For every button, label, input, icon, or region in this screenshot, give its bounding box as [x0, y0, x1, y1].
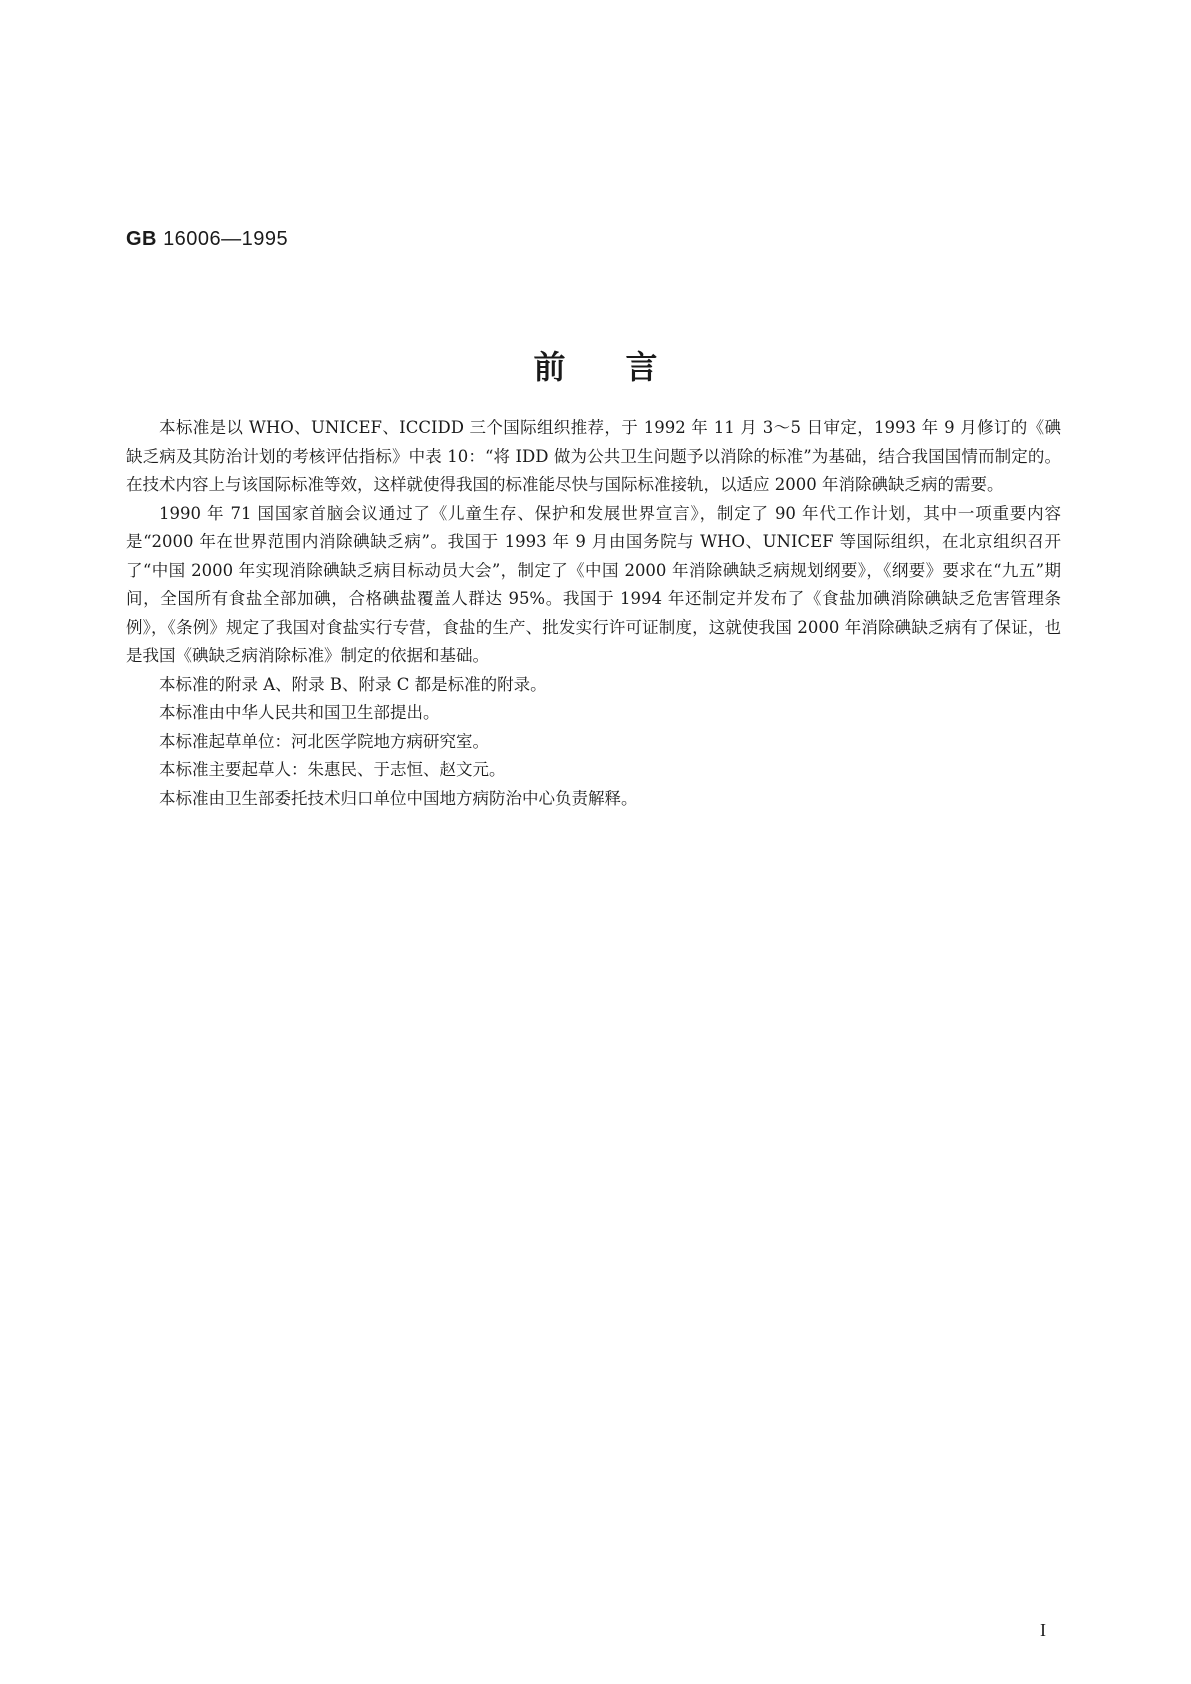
standard-prefix: GB: [126, 228, 157, 250]
paragraph: 本标准由中华人民共和国卫生部提出。: [159, 703, 440, 722]
paragraph: 本标准起草单位：河北医学院地方病研究室。: [159, 731, 489, 751]
paragraph: 1990 年 71 国国家首脑会议通过了《儿童生存、保护和发展世界宣言》，制定了 90 年代工作计划，其中一项重要内容是“2000 年在世界范围内消除碘缺乏病”。我国于 1993 年 9 月由国务院与 WHO、UNICEF 等国际组织，在北京组织召开了“中国 2000 年实现消除碘缺乏病目标动员大会”，制定了《中国 2000 年消除碘缺乏病规划纲要》，《纲要》要求在“九五”期间，全国所有食盐全部加碘，合格碘盐覆盖人群达 95%。我国于 1994 年还制定并发布了《食盐加碘消除碘缺乏危害管理条例》，《条例》规定了我国对食盐实行专营，食盐的生产、批发实行许可证制度，这就使我国 2000 年消除碘缺乏病有了保证，也是我国《碘缺乏病消除标准》制定的依据和基础。: [126, 503, 1061, 665]
page-number: I: [1040, 1620, 1046, 1640]
paragraph: 本标准的附录 A、附录 B、附录 C 都是标准的附录。: [159, 674, 547, 694]
paragraph: 本标准是以 WHO、UNICEF、ICCIDD 三个国际组织推荐，于 1992 年 11 月 3～5 日审定，1993 年 9 月修订的《碘缺乏病及其防治计划的考核评估指标》中表 10：“将 IDD 做为公共卫生问题予以消除的标准”为基础，结合我国国情而制定的。在技术内容上与该国际标准等效，这样就使得我国的标准能尽快与国际标准接轨，以适应 2000 年消除碘缺乏病的需要。: [126, 418, 1061, 494]
paragraph: 本标准主要起草人：朱惠民、于志恒、赵文元。: [159, 760, 506, 779]
standard-number: 16006—1995: [163, 228, 289, 250]
foreword-body: [126, 414, 1061, 813]
paragraph: 本标准由卫生部委托技术归口单位中国地方病防治中心负责解释。: [159, 788, 638, 808]
section-title: 前言: [533, 348, 718, 386]
standard-code: [126, 228, 288, 251]
